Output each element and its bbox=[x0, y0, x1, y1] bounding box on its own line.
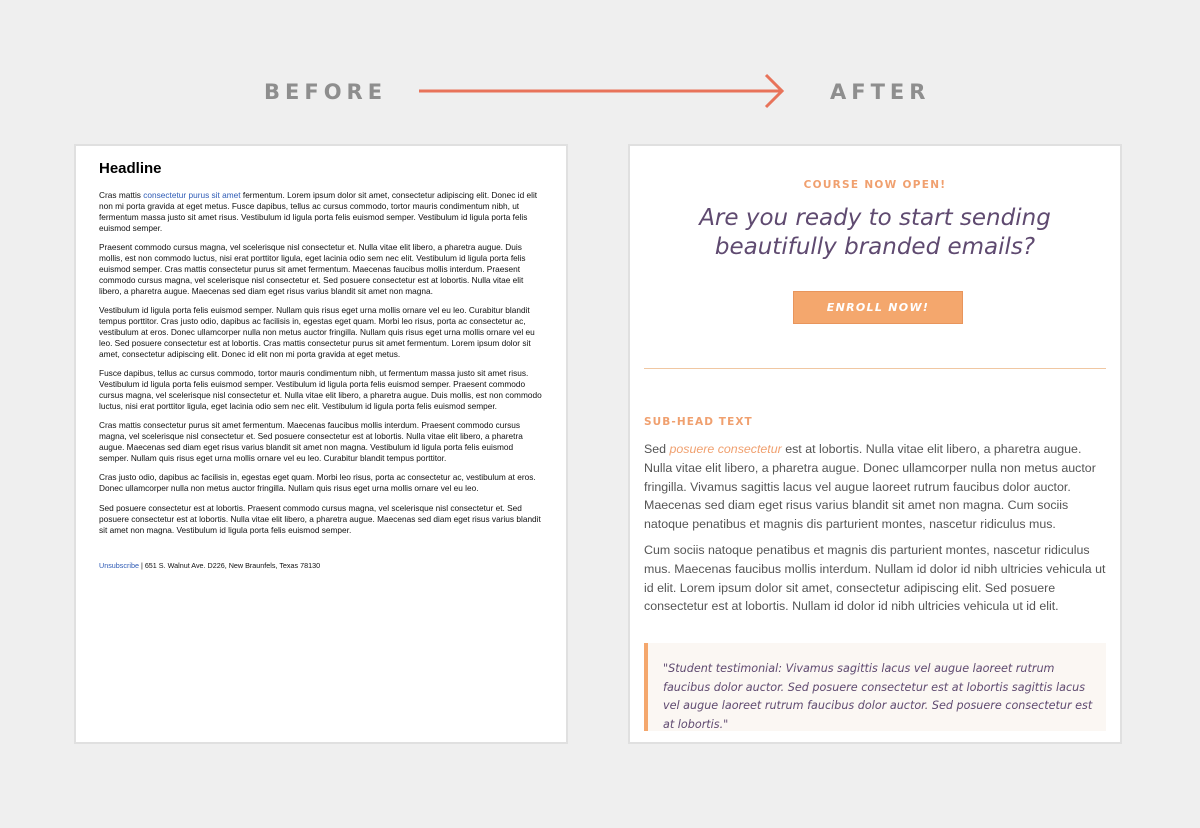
hero-title bbox=[630, 204, 1120, 262]
divider bbox=[644, 368, 1106, 369]
after-label: AFTER bbox=[830, 80, 931, 104]
after-email-preview bbox=[628, 144, 1122, 744]
before-paragraph: Vestibulum id ligula porta felis euismod semper. Nullam quis risus eget urna mollis ornare vel eu leo. Curabitur blandit tempus porttitor. Cras justo odio, dapibus ac facilisis in, egestas eget quam. Morbi leo risus, porta ac consectetur ac, vestibulum at eros. Donec ullamcorper nulla non metus auctor fringilla. Nullam quis risus eget urna mollis ornare vel eu leo. Sed posuere consectetur est at lobortis. Cras mattis consectetur purus sit amet fermentum. Lorem ipsum dolor sit amet, consectetur adipiscing elit. Donec id elit non mi porta gravida at eget metus. bbox=[99, 305, 535, 359]
inline-link[interactable]: consectetur purus sit amet bbox=[143, 190, 241, 200]
body-paragraph: Sed posuere consectetur est at lobortis. Nulla vitae elit libero, a pharetra augue. Nulla vitae elit libero, a pharetra augue. Donec ullamcorper nulla non metus auctor fringilla. Vivamus sagittis lacus vel augue laoreet rutrum faucibus dolor auctor. Maecenas sed diam eget risus varius blandit sit amet non magna. Cum sociis natoque penatibus et magnis dis parturient montes, nascetur ridiculus mus. bbox=[644, 442, 1096, 532]
before-paragraph: Fusce dapibus, tellus ac cursus commodo, tortor mauris condimentum nibh, ut fermentum massa justo sit amet risus. Vestibulum id ligula porta felis euismod semper. Vestibulum id ligula porta felis euismod semper. Praesent commodo cursus magna, vel scelerisque nisl consectetur et. Nulla vitae elit libero, a pharetra augue. Duis mollis, est non commodo luctus, nisi erat porttitor ligula, eget lacinia odio sem nec elit. Vestibulum id ligula porta felis euismod semper. bbox=[99, 368, 542, 411]
before-paragraph: Cras mattis consectetur purus sit amet fermentum. Lorem ipsum dolor sit amet, consectetur adipiscing elit. Donec id elit non mi porta gravida at eget metus. Fusce dapibus, tellus ac cursus commodo, tortor mauris condimentum nibh, ut fermentum massa justo sit amet risus. Vestibulum id ligula porta felis euismod semper. Vestibulum id ligula porta felis euismod semper. bbox=[99, 190, 538, 233]
before-paragraph: Cras mattis consectetur purus sit amet fermentum. Maecenas faucibus mollis interdum. Praesent commodo cursus magna, vel scelerisque nisl consectetur et. Sed posuere consectetur est at lobortis. Nulla vitae elit libero, a pharetra augue. Maecenas sed diam eget risus varius blandit sit amet non magna. Vestibulum id ligula porta felis euismod semper. Nullam quis risus eget urna mollis ornare vel eu leo. Curabitur blandit tempus porttitor. bbox=[99, 420, 523, 464]
unsubscribe-link[interactable]: Unsubscribe bbox=[99, 561, 139, 571]
eyebrow-text: COURSE NOW OPEN! bbox=[803, 179, 947, 191]
before-email-preview bbox=[74, 144, 568, 744]
footer-address: | 651 S. Walnut Ave. D226, New Braunfels, Texas 78130 bbox=[138, 561, 321, 571]
hero-title-line: beautifully branded emails? bbox=[714, 234, 1036, 260]
sub-head: SUB-HEAD TEXT bbox=[644, 416, 753, 428]
testimonial-quote: "Student testimonial: Vivamus sagittis lacus vel augue laoreet rutrum faucibus dolor auctor. Sed posuere consectetur est at lobortis sagittis lacus vel augue laoreet rutrum faucibus dolor auctor. Sed posuere consectetur est at lobortis." bbox=[644, 643, 1106, 731]
inline-link[interactable]: posuere consectetur bbox=[669, 442, 782, 456]
before-paragraph: Sed posuere consectetur est at lobortis. Praesent commodo cursus magna, vel scelerisque nisl consectetur et. Sed posuere consectetur est at lobortis. Nulla vitae elit libero, a pharetra augue. Maecenas sed diam eget risus varius blandit sit amet non magna. Vestibulum id ligula porta felis euismod semper. bbox=[99, 502, 541, 535]
before-paragraph: Praesent commodo cursus magna, vel scelerisque nisl consectetur et. Nulla vitae elit libero, a pharetra augue. Duis mollis, est non commodo luctus, nisi erat porttitor ligula, eget lacinia odio sem nec elit. Vestibulum id ligula porta felis euismod semper. Cras mattis consectetur purus sit amet fermentum. Maecenas faucibus mollis interdum. Praesent commodo cursus magna, vel scelerisque nisl consectetur et. Sed posuere consectetur est at lobortis. Nulla vitae elit libero, a pharetra augue. Maecenas sed diam eget risus varius blandit sit amet non magna. bbox=[99, 242, 526, 296]
headline: Headline bbox=[99, 160, 162, 177]
before-label: BEFORE bbox=[264, 80, 388, 104]
hero-title-line: Are you ready to start sending bbox=[699, 205, 1051, 231]
before-paragraph: Cras justo odio, dapibus ac facilisis in, egestas eget quam. Morbi leo risus, porta ac consectetur ac, vestibulum at eros. Donec ullamcorper nulla non metus auctor fringilla. Nullam quis risus eget urna mollis ornare vel eu leo. bbox=[99, 472, 536, 494]
arrow-right-icon bbox=[418, 72, 788, 110]
body-paragraph: Cum sociis natoque penatibus et magnis dis parturient montes, nascetur ridiculus mus. Maecenas faucibus mollis interdum. Nullam id dolor id nibh ultricies vehicula ut id elit. Lorem ipsum dolor sit amet, consectetur adipiscing elit. Sed posuere consectetur est at lobortis. Nullam id dolor id nibh ultricies vehicula ut id elit. bbox=[644, 542, 1106, 614]
enroll-button[interactable]: ENROLL NOW! bbox=[793, 291, 963, 324]
email-footer bbox=[99, 561, 542, 570]
body-copy bbox=[644, 440, 1106, 623]
